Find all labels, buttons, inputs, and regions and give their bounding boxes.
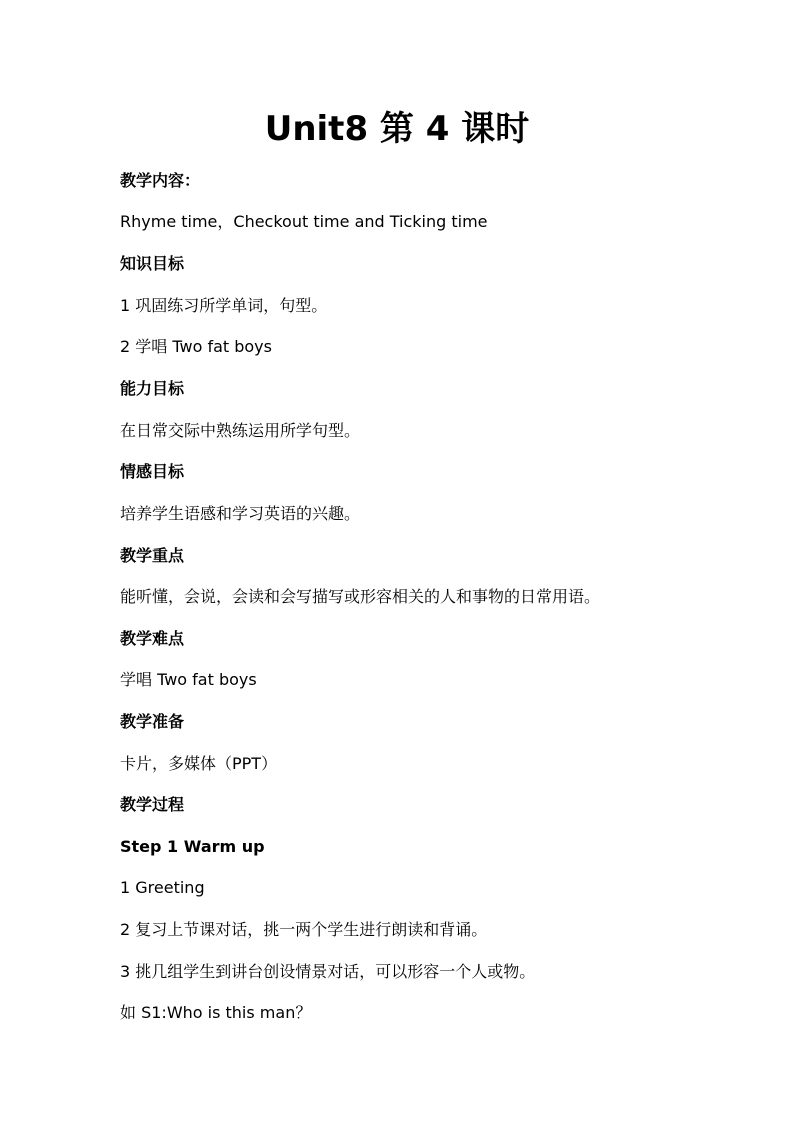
paragraph-step-1-item-3: 3 挑几组学生到讲台创设情景对话，可以形容一个人或物。 [120, 962, 536, 981]
section-heading-difficult-points: 教学难点 [120, 629, 185, 648]
section-heading-knowledge-goals: 知识目标 [120, 254, 185, 273]
section-heading-teaching-content: 教学内容： [120, 171, 201, 190]
paragraph-teaching-content: Rhyme time，Checkout time and Ticking time [120, 212, 488, 231]
paragraph-ability-goals: 在日常交际中熟练运用所学句型。 [120, 421, 361, 440]
section-heading-preparation: 教学准备 [120, 712, 185, 731]
section-heading-ability-goals: 能力目标 [120, 379, 185, 398]
paragraph-knowledge-goal-1: 1 巩固练习所学单词，句型。 [120, 296, 328, 315]
section-heading-teaching-process: 教学过程 [120, 795, 185, 814]
section-heading-key-points: 教学重点 [120, 546, 185, 565]
paragraph-preparation: 卡片，多媒体（PPT） [120, 754, 278, 773]
paragraph-step-1-item-2: 2 复习上节课对话，挑一两个学生进行朗读和背诵。 [120, 920, 488, 939]
paragraph-example-dialogue: 如 S1:Who is this man？ [120, 1003, 312, 1022]
paragraph-step-1-item-1: 1 Greeting [120, 878, 205, 897]
paragraph-emotional-goals: 培养学生语感和学习英语的兴趣。 [120, 504, 361, 523]
paragraph-difficult-points: 学唱 Two fat boys [120, 670, 257, 689]
section-heading-emotional-goals: 情感目标 [120, 462, 185, 481]
paragraph-knowledge-goal-2: 2 学唱 Two fat boys [120, 337, 272, 356]
step-heading-warm-up: Step 1 Warm up [120, 837, 265, 856]
paragraph-key-points: 能听懂，会说，会读和会写描写或形容相关的人和事物的日常用语。 [120, 587, 601, 606]
document-title: Unit8 第 4 课时 [264, 109, 530, 149]
